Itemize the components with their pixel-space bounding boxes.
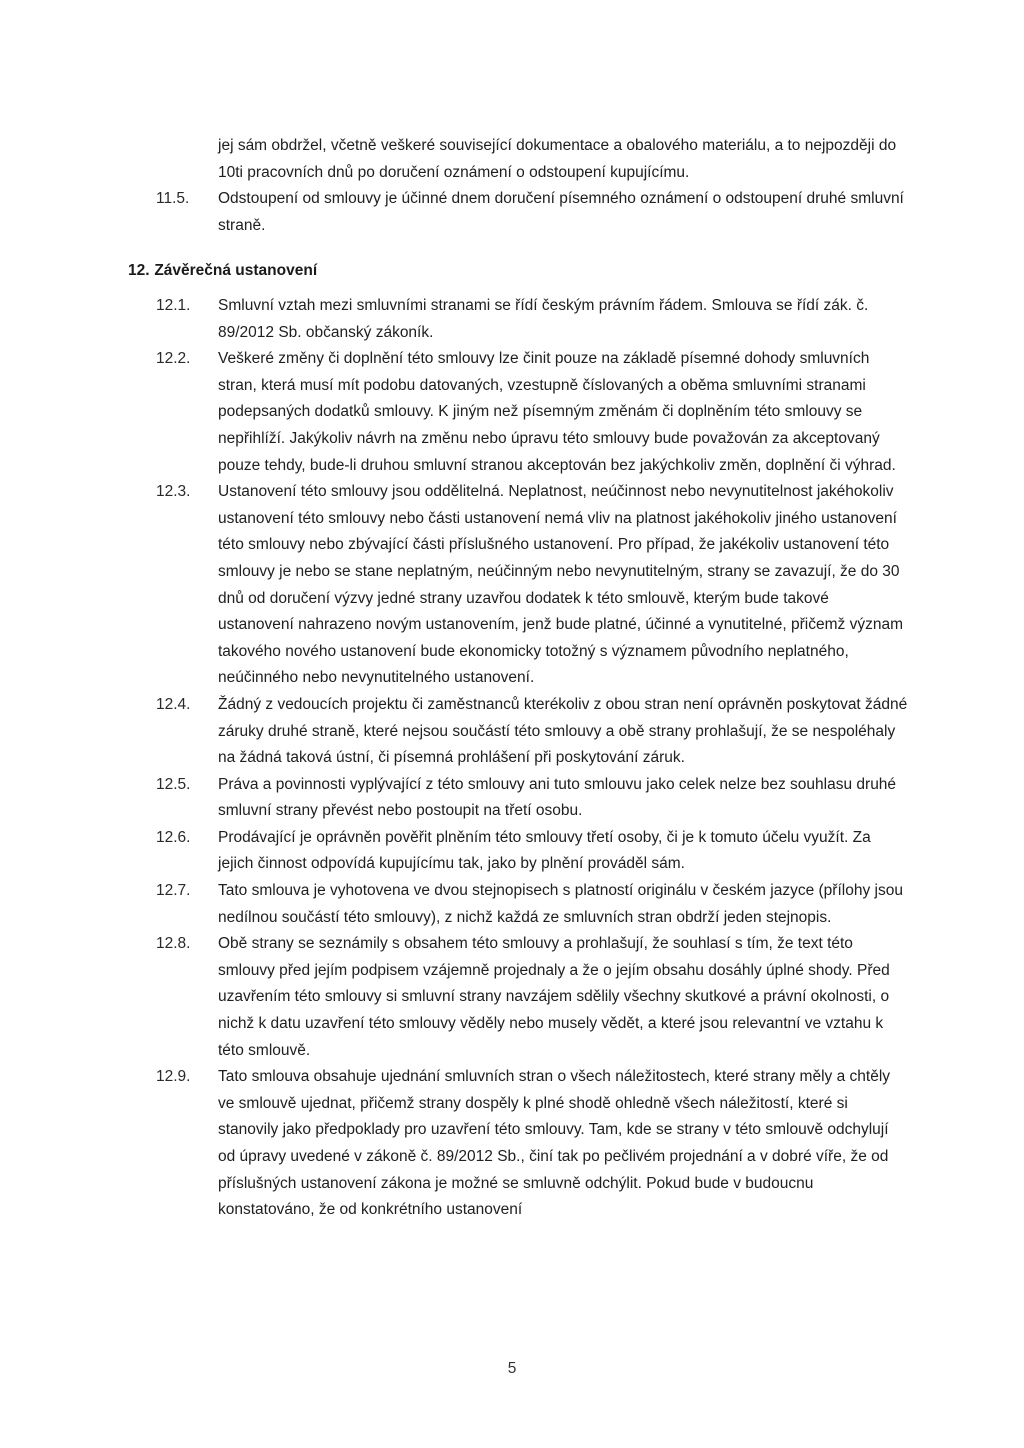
section-12-clauses <box>0 293 1024 1224</box>
clause-number: 12.3. <box>156 483 191 501</box>
clause-text: Žádný z vedoucích projektu či zaměstnanců kterékoliv z obou stran není oprávněn poskytovat žádné záruky druhé straně, které nejsou součástí této smlouvy a obě strany prohlašují, že se nespoléhaly na žádná taková ústní, či písemná prohlášení při poskytování záruk. <box>218 695 908 767</box>
section-number: 12. <box>128 262 150 279</box>
clause-text: Práva a povinnosti vyplývající z této smlouvy ani tuto smlouvu jako celek nelze bez souhlasu druhé smluvní strany převést nebo postoupit na třetí osobu. <box>218 775 897 820</box>
clause <box>0 133 1024 186</box>
clause-text: Ustanovení této smlouvy jsou oddělitelná. Neplatnost, neúčinnost nebo nevynutitelnost jakéhokoliv ustanovení této smlouvy nebo části ustanovení nemá vliv na platnost jakéhokoliv jiného ustanovení této smlouvy nebo zbývající části příslušného ustanovení. Pro případ, že jakékoliv ustanovení této smlouvy je nebo se stane neplatným, neúčinným nebo nevynutitelným, strany se zavazují, že do 30 dnů od doručení výzvy jedné strany uzavřou dodatek k této smlouvě, kterým bude takové ustanovení nahrazeno novým ustanovením, jenž bude platné, účinné a vynutitelné, přičemž význam takového nového ustanovení bude ekonomicky totožný s významem původního neplatného, neúčinného nebo nevynutitelného ustanovení. <box>218 483 903 687</box>
clause-text: Veškeré změny či doplnění této smlouvy lze činit pouze na základě písemné dohody smluvních stran, která musí mít podobu datovaných, vzestupně číslovaných a oběma smluvními stranami podepsaných dodatků smlouvy. K jiným než písemným změnám či doplněním této smlouvy se nepřihlíží. Jakýkoliv návrh na změnu nebo úpravu této smlouvy bude považován za akceptovaný pouze tehdy, bude-li druhou smluvní stranou akceptován bez jakýchkoliv změn, doplnění či výhrad. <box>218 350 896 474</box>
clause-text: Obě strany se seznámily s obsahem této smlouvy a prohlašují, že souhlasí s tím, že text této smlouvy před jejím podpisem vzájemně projednaly a že o jejím obsahu dosáhly úplné shody. Před uzavřením této smlouvy si smluvní strany navzájem sdělily všechny skutkové a právní okolnosti, o nichž k datu uzavření této smlouvy věděly nebo musely vědět, a které jsou relevantní ve vztahu k této smlouvě. <box>218 935 890 1059</box>
clause-text: Smluvní vztah mezi smluvními stranami se řídí českým právním řádem. Smlouva se řídí zák. č. 89/2012 Sb. občanský zákoník. <box>218 297 869 341</box>
section-11-continuation <box>0 133 1024 239</box>
clause-text: Tato smlouva je vyhotovena ve dvou stejnopisech s platností originálu v českém jazyce (přílohy jsou nedílnou součástí této smlouvy), z nichž každá ze smluvních stran obdrží jeden stejnopis. <box>218 882 903 926</box>
clause-number: 12.2. <box>156 350 191 368</box>
clause-12-9 <box>0 1064 1024 1224</box>
page-number: 5 <box>507 1360 517 1377</box>
section-heading <box>128 258 317 284</box>
clause-number: 12.7. <box>156 882 191 900</box>
clause-number: 12.9. <box>156 1068 191 1086</box>
clause-number: 12.6. <box>156 828 191 846</box>
clause-12-4 <box>0 692 1024 772</box>
clause-12-8 <box>0 931 1024 1064</box>
clause-number: 12.5. <box>156 775 191 793</box>
clause-number: 12.1. <box>156 297 191 314</box>
clause-12-7 <box>0 878 1024 931</box>
clause-number: 11.5. <box>156 190 190 208</box>
clause-12-6 <box>0 825 1024 878</box>
section-title: Závěrečná ustanovení <box>154 262 318 279</box>
clause-12-2 <box>0 346 1024 479</box>
clause-12-1 <box>0 293 1024 346</box>
clause-12-3 <box>0 479 1024 692</box>
clause-text: Prodávající je oprávněn pověřit plněním této smlouvy třetí osoby, či je k tomuto účelu využít. Za jejich činnost odpovídá kupujícímu tak, jako by plnění prováděl sám. <box>218 828 871 873</box>
clause-number: 12.8. <box>156 935 191 953</box>
clause-text: Odstoupení od smlouvy je účinné dnem doručení písemného oznámení o odstoupení druhé smluvní straně. <box>218 190 904 234</box>
clause-text: Tato smlouva obsahuje ujednání smluvních stran o všech náležitostech, které strany měly a chtěly ve smlouvě ujednat, přičemž strany dospěly k plné shodě ohledně všech náležitostí, které si stanovily jako předpoklady pro uzavření této smlouvy. Tam, kde se strany v této smlouvě odchylují od úpravy uvedené v zákoně č. 89/2012 Sb., činí tak po pečlivém projednání a v dobré víře, že od příslušných ustanovení zákona je možné se smluvně odchýlit. Pokud bude v budoucnu konstatováno, že od konkrétního ustanovení <box>218 1068 891 1219</box>
clause-number: 12.4. <box>156 695 191 713</box>
clause-text: jej sám obdržel, včetně veškeré související dokumentace a obalového materiálu, a to nejpozději do 10ti pracovních dnů po doručení oznámení o odstoupení kupujícímu. <box>218 137 897 181</box>
clause-11-5 <box>0 186 1024 239</box>
clause-12-5 <box>0 772 1024 825</box>
